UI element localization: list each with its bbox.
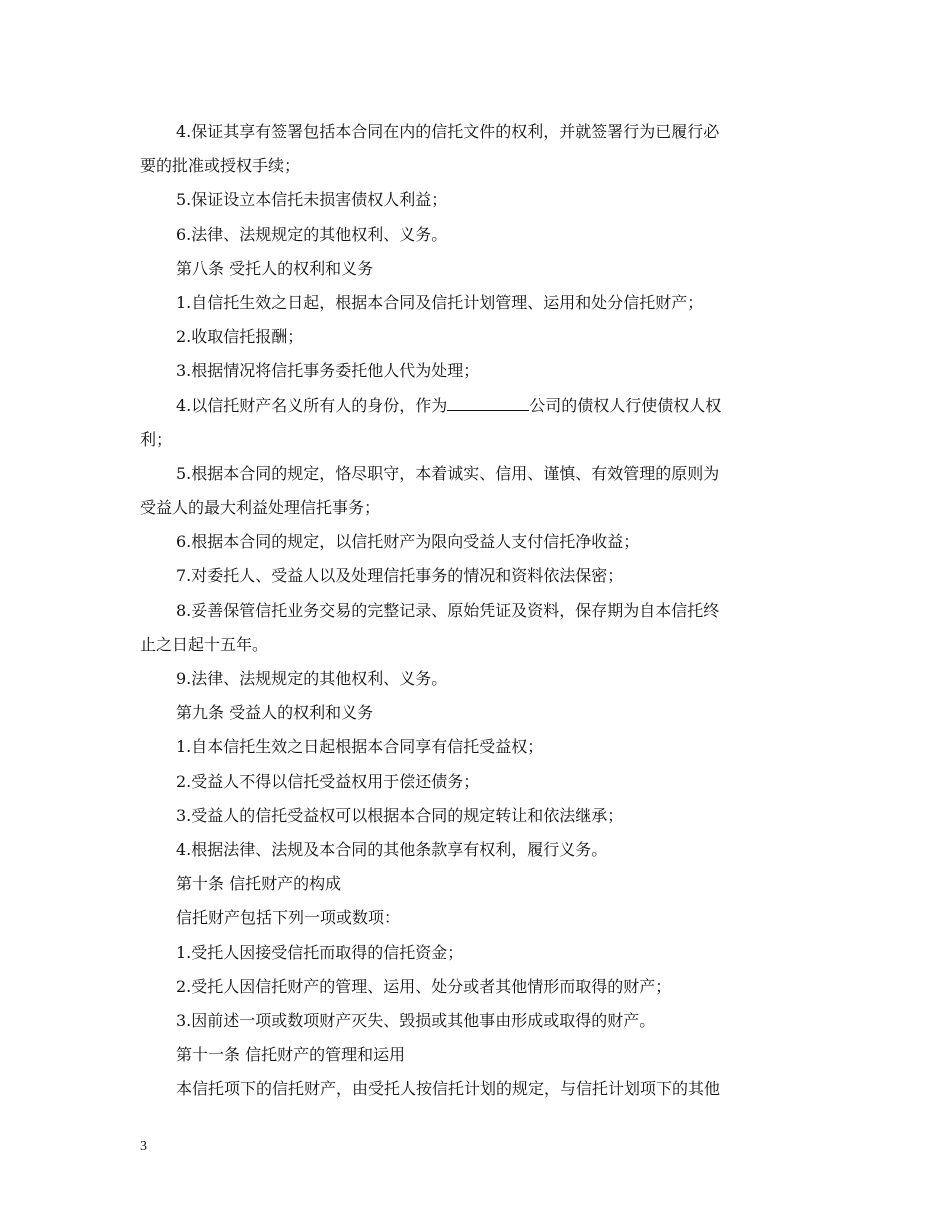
text-line xyxy=(140,389,812,423)
text-line xyxy=(140,662,812,696)
text-line xyxy=(140,525,812,559)
line-text: 第十一条 信托财产的管理和运用 xyxy=(176,1045,406,1065)
text-line xyxy=(140,594,812,628)
line-text: 2.收取信托报酬； xyxy=(176,327,304,347)
line-text: 第十条 信托财产的构成 xyxy=(176,874,342,894)
line-text: 1.自本信托生效之日起根据本合同享有信托受益权； xyxy=(176,737,544,757)
text-line xyxy=(140,833,812,867)
text-line xyxy=(140,936,812,970)
text-line xyxy=(140,286,812,320)
document-page xyxy=(140,115,812,1106)
line-text: 2.受托人因信托财产的管理、运用、处分或者其他情形而取得的财产； xyxy=(176,976,672,996)
line-text-continued: 公司的债权人行使债权人权 xyxy=(529,395,722,415)
text-line xyxy=(140,901,812,935)
text-line xyxy=(140,867,812,901)
line-text: 信托财产包括下列一项或数项： xyxy=(176,908,401,928)
line-text: 第九条 受益人的权利和义务 xyxy=(176,703,374,723)
line-text: 5.保证设立本信托未损害债权人利益； xyxy=(176,190,448,210)
text-line xyxy=(140,765,812,799)
text-line xyxy=(140,183,812,217)
text-line xyxy=(140,320,812,354)
line-text: 4.根据法律、法规及本合同的其他条款享有权利，履行义务。 xyxy=(176,839,608,859)
line-text: 本信托项下的信托财产，由受托人按信托计划的规定，与信托计划项下的其他 xyxy=(176,1079,721,1099)
text-line xyxy=(140,799,812,833)
fill-in-blank xyxy=(447,395,529,410)
line-text: 止之日起十五年。 xyxy=(140,634,269,654)
text-line xyxy=(140,115,812,149)
line-text: 8.妥善保管信托业务交易的完整记录、原始凭证及资料，保存期为自本信托终 xyxy=(176,600,720,620)
line-text: 9.法律、法规规定的其他权利、义务。 xyxy=(176,669,448,688)
line-text: 利； xyxy=(140,429,173,449)
text-line xyxy=(140,559,812,593)
text-line xyxy=(140,730,812,764)
line-text: 7.对委托人、受益人以及处理信托事务的情况和资料依法保密； xyxy=(176,566,624,586)
line-text: 3.受益人的信托受益权可以根据本合同的规定转让和依法继承； xyxy=(176,805,624,825)
line-text: 5.根据本合同的规定，恪尽职守，本着诚实、信用、谨慎、有效管理的原则为 xyxy=(176,463,720,483)
text-line xyxy=(140,1072,812,1106)
line-text: 要的批准或授权手续； xyxy=(140,156,301,176)
line-text: 3.因前述一项或数项财产灭失、毁损或其他事由形成或取得的财产。 xyxy=(176,1010,656,1030)
text-line xyxy=(140,491,812,525)
line-text: 1.自信托生效之日起，根据本合同及信托计划管理、运用和处分信托财产； xyxy=(176,292,704,312)
text-line xyxy=(140,218,812,252)
line-text: 4.以信托财产名义所有人的身份，作为 xyxy=(176,395,448,415)
text-line xyxy=(140,423,812,457)
line-text: 6.法律、法规规定的其他权利、义务。 xyxy=(176,224,448,244)
text-line xyxy=(140,149,812,183)
text-line xyxy=(140,970,812,1004)
text-line xyxy=(140,1038,812,1072)
page-number: 3 xyxy=(140,1139,147,1154)
line-text: 4.保证其享有签署包括本合同在内的信托文件的权利，并就签署行为已履行必 xyxy=(176,122,720,141)
text-line xyxy=(140,696,812,730)
text-line xyxy=(140,354,812,388)
text-line xyxy=(140,252,812,286)
line-text: 3.根据情况将信托事务委托他人代为处理； xyxy=(176,361,480,381)
text-line xyxy=(140,457,812,491)
line-text: 6.根据本合同的规定，以信托财产为限向受益人支付信托净收益； xyxy=(176,532,640,552)
text-line xyxy=(140,1004,812,1038)
line-text: 1.受托人因接受信托而取得的信托资金； xyxy=(176,942,464,962)
line-text: 2.受益人不得以信托受益权用于偿还债务； xyxy=(176,771,480,791)
line-text: 第八条 受托人的权利和义务 xyxy=(176,258,374,278)
line-text: 受益人的最大利益处理信托事务； xyxy=(140,498,381,518)
text-line xyxy=(140,628,812,662)
